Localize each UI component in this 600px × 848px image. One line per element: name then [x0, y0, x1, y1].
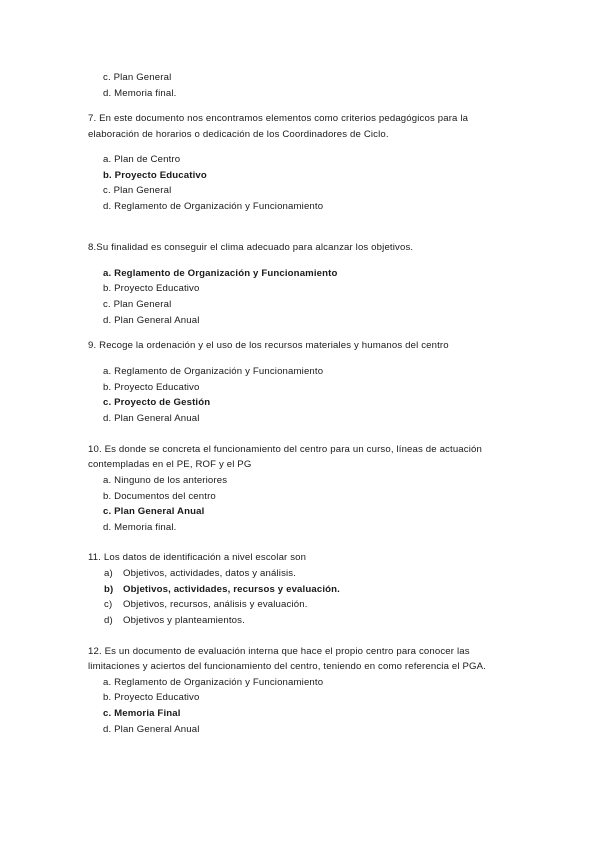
q12-option-a: a. Reglamento de Organización y Funcionamiento: [103, 677, 324, 688]
q9-option-b: b. Proyecto Educativo: [103, 382, 200, 393]
q11-option-a-text: Objetivos, actividades, datos y análisis.: [123, 568, 297, 579]
question-8-line-1: 8.Su finalidad es conseguir el clima adecuado para alcanzar los objetivos.: [88, 242, 414, 253]
question-12-line-2: limitaciones y aciertos del funcionamiento del centro, teniendo en como referencia el PGA.: [88, 661, 486, 672]
question-10-line-2: contempladas en el PE, ROF y el PG: [88, 459, 252, 470]
option-d-prev: d. Memoria final.: [103, 88, 177, 99]
question-11-line-1: 11. Los datos de identificación a nivel escolar son: [88, 552, 307, 563]
q8-option-c: c. Plan General: [103, 299, 172, 310]
q9-option-c-answer: c. Proyecto de Gestión: [103, 397, 211, 408]
question-7-line-1: 7. En este documento nos encontramos elementos como criterios pedagógicos para la: [88, 113, 469, 124]
q12-option-d: d. Plan General Anual: [103, 724, 200, 735]
q11-option-b-answer: [104, 584, 340, 596]
question-10-line-1: 10. Es donde se concreta el funcionamiento del centro para un curso, líneas de actuación: [88, 444, 482, 455]
question-12-line-1: 12. Es un documento de evaluación interna que hace el propio centro para conocer las: [88, 646, 470, 657]
q10-option-b: b. Documentos del centro: [103, 491, 216, 502]
q11-option-c: [104, 599, 308, 611]
q11-option-d-letter: d): [104, 615, 113, 626]
q11-option-c-text: Objetivos, recursos, análisis y evaluación.: [123, 599, 308, 610]
q11-option-b-text: Objetivos, actividades, recursos y evaluación.: [123, 584, 340, 595]
q10-option-a: a. Ninguno de los anteriores: [103, 475, 228, 486]
q12-option-b: b. Proyecto Educativo: [103, 692, 200, 703]
q7-option-b-answer: b. Proyecto Educativo: [103, 170, 207, 181]
question-9-line-1: 9. Recoge la ordenación y el uso de los recursos materiales y humanos del centro: [88, 340, 449, 351]
q11-option-a-letter: a): [104, 568, 113, 579]
q9-option-a: a. Reglamento de Organización y Funcionamiento: [103, 366, 324, 377]
q8-option-d: d. Plan General Anual: [103, 315, 200, 326]
q12-option-c-answer: c. Memoria Final: [103, 708, 181, 719]
question-7-line-2: elaboración de horarios o dedicación de los Coordinadores de Ciclo.: [88, 129, 389, 140]
q11-option-d-text: Objetivos y planteamientos.: [123, 615, 245, 626]
q8-option-a-answer: a. Reglamento de Organización y Funcionamiento: [103, 268, 338, 279]
q7-option-d: d. Reglamento de Organización y Funcionamiento: [103, 201, 324, 212]
q11-option-a: [104, 568, 296, 580]
q7-option-a: a. Plan de Centro: [103, 154, 181, 165]
q11-option-d: [104, 615, 245, 627]
q9-option-d: d. Plan General Anual: [103, 413, 200, 424]
option-c-prev: c. Plan General: [103, 72, 172, 83]
q10-option-c-answer: c. Plan General Anual: [103, 506, 205, 517]
q11-option-c-letter: c): [104, 599, 113, 610]
q7-option-c: c. Plan General: [103, 185, 172, 196]
q8-option-b: b. Proyecto Educativo: [103, 283, 200, 294]
q11-option-b-letter: b): [104, 584, 114, 595]
q10-option-d: d. Memoria final.: [103, 522, 177, 533]
